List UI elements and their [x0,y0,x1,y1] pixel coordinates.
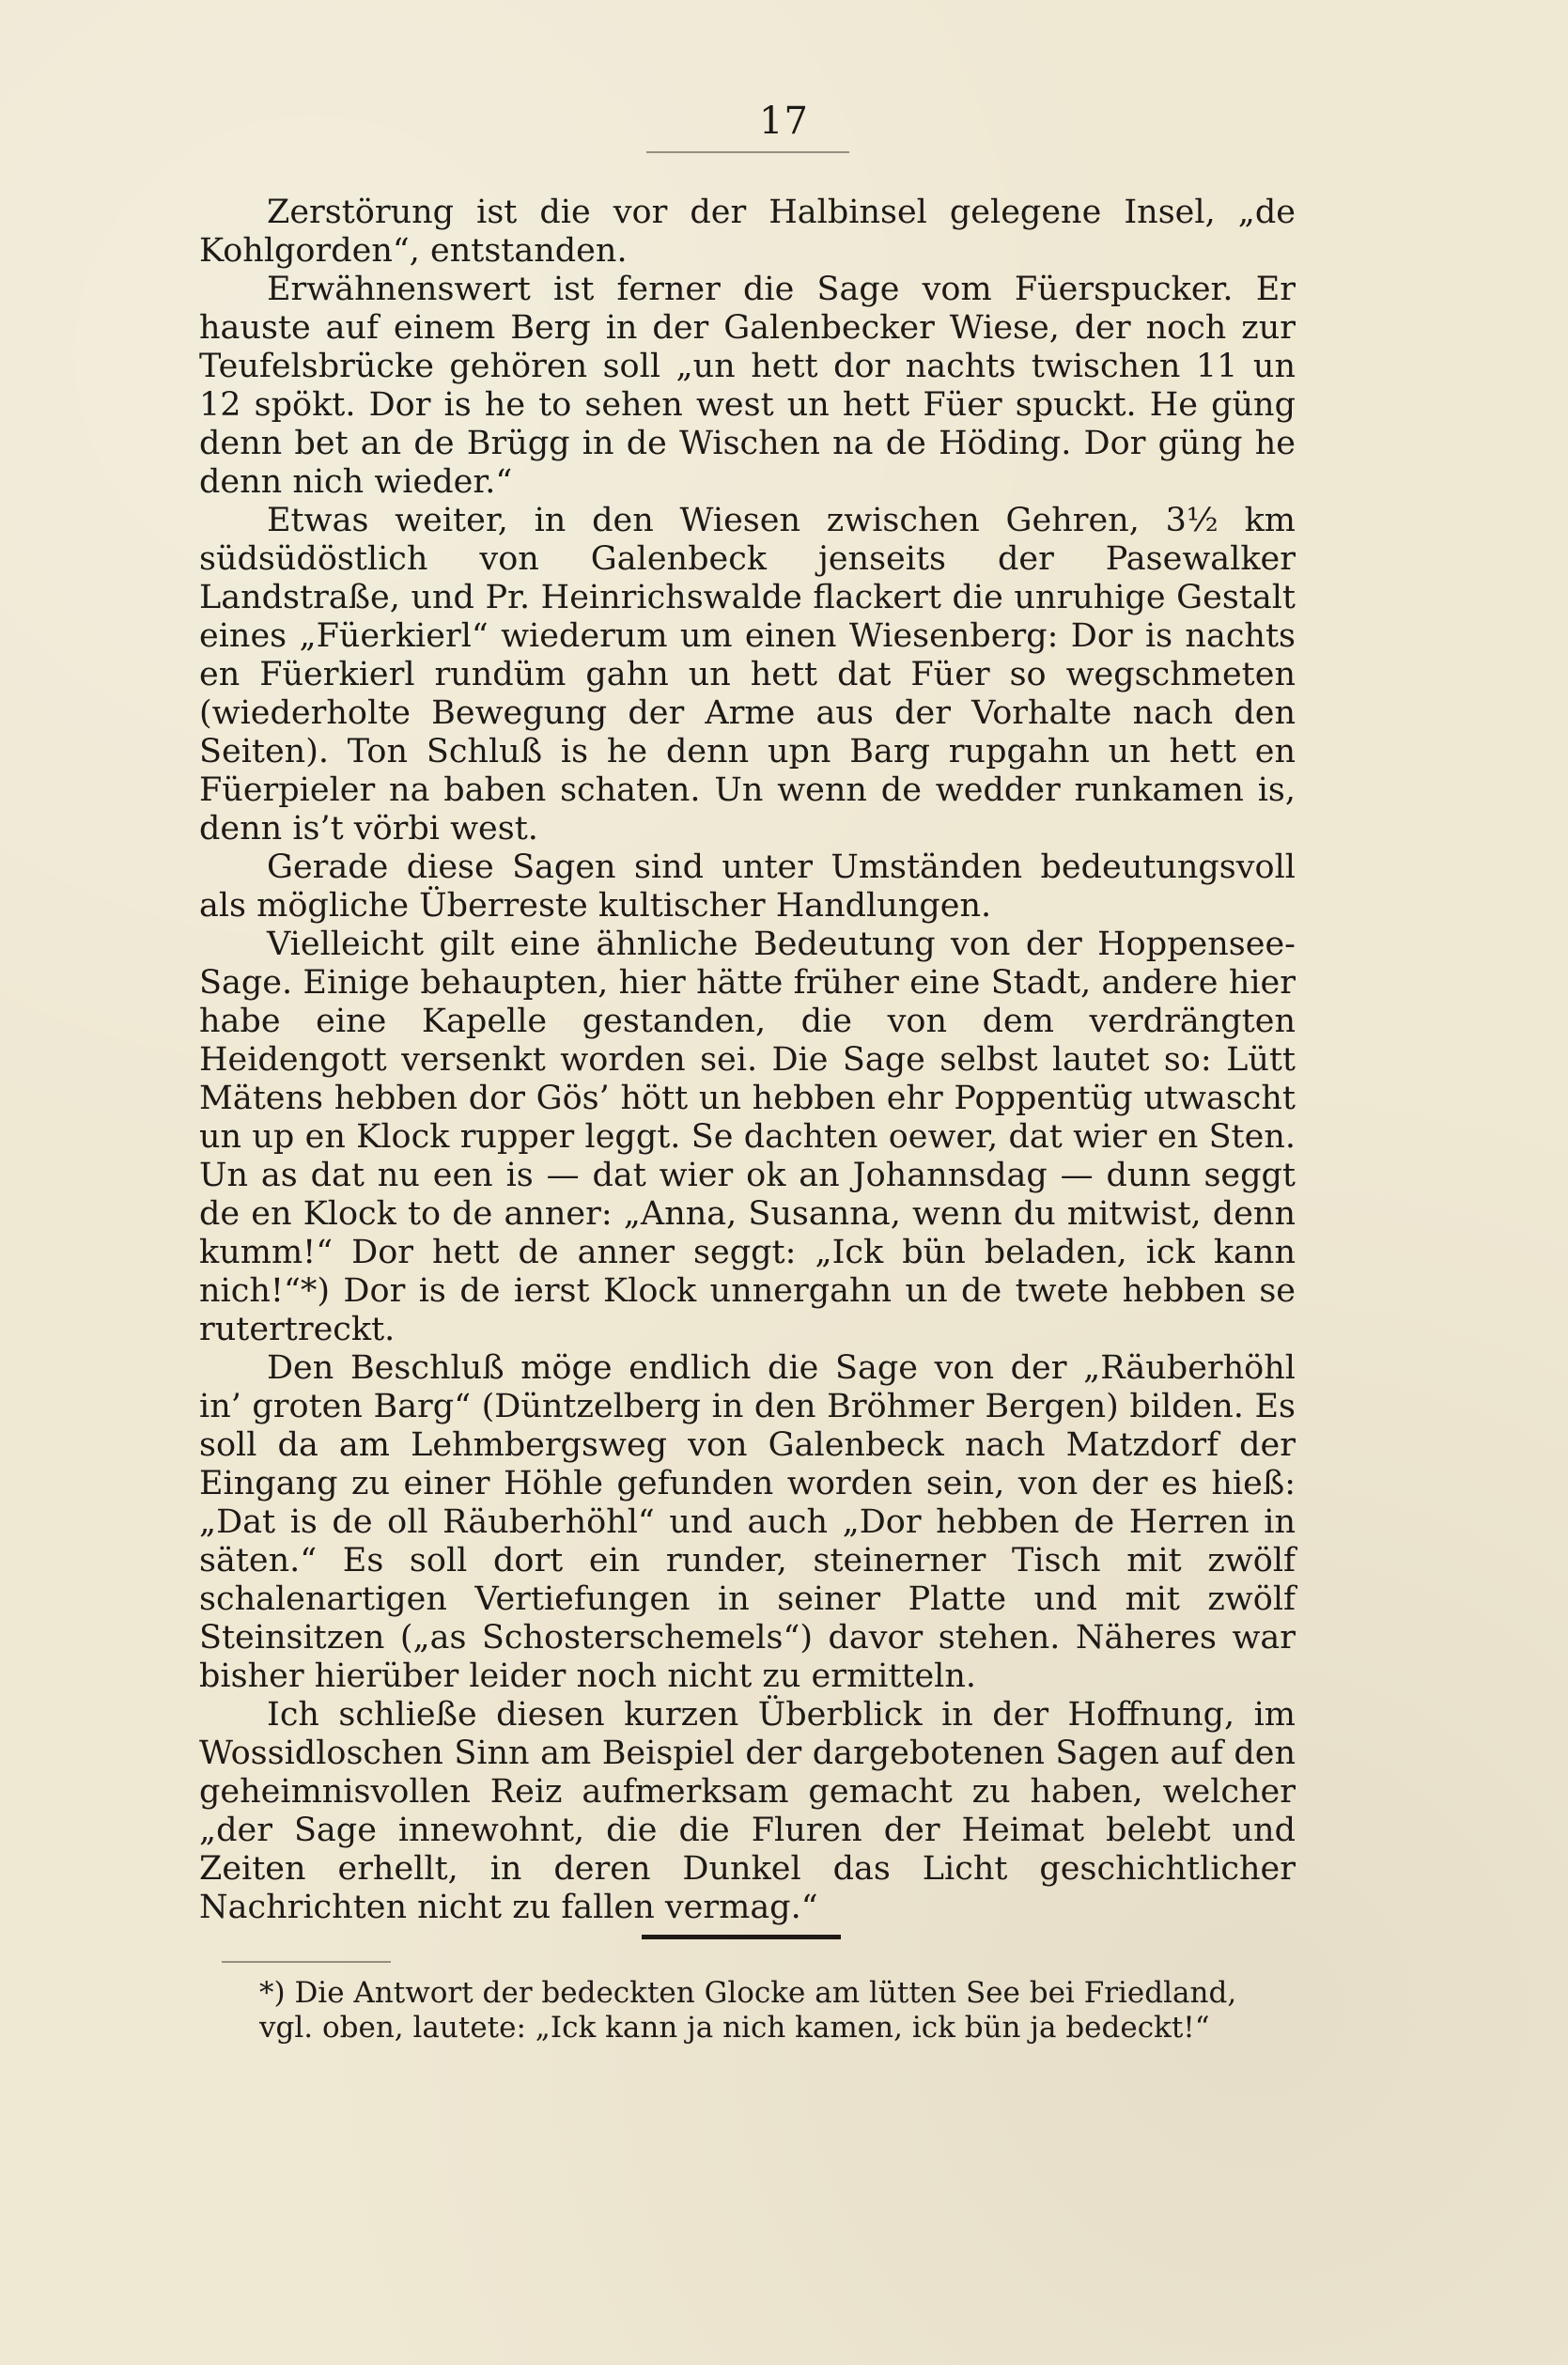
text-end-rule [642,1935,841,1939]
paragraph-3: Etwas weiter, in den Wiesen zwischen Gehren, 3½ km südsüdöstlich von Galenbeck jenseits der Pasewalker Landstraße, und Pr. Heinrichswalde flackert die unruhige Gestalt eines „Füerkierl“ wiederum um einen Wiesenberg: Dor is nachts en Füerkierl rundüm gahn un hett dat Füer so wegschmeten (wiederholte Bewegung der Arme aus der Vorhalte nach den Seiten). Ton Schluß is he denn upn Barg rupgahn un hett en Füerpieler na baben schaten. Un wenn de wedder runkamen is, denn is’t vörbi west. [199,502,1296,848]
paragraph-5: Vielleicht gilt eine ähnliche Bedeutung von der Hoppensee-Sage. Einige behaupten, hier hätte früher eine Stadt, andere hier habe eine Kapelle gestanden, die von dem verdrängten Heidengott versenkt worden sei. Die Sage selbst lautet so: Lütt Mätens hebben dor Gös’ hött un hebben ehr Poppentüg utwascht un up en Klock rupper leggt. Se dachten oewer, dat wier en Sten. Un as dat nu een is — dat wier ok an Johannsdag — dunn seggt de en Klock to de anner: „Anna, Susanna, wenn du mitwist, denn kumm!“ Dor hett de anner seggt: „Ick bün beladen, ick kann nich!“*) Dor is de ierst Klock unnergahn un de twete hebben se rutertreckt. [199,926,1296,1348]
footnote-rule [222,1961,391,1963]
main-text [199,194,1296,1927]
header-rule [646,151,849,153]
paragraph-7: Ich schließe diesen kurzen Überblick in der Hoffnung, im Wossidloschen Sinn am Beispiel der dargebotenen Sagen auf den geheimnisvollen Reiz aufmerksam gemacht zu haben, welcher „der Sage innewohnt, die die Fluren der Heimat belebt und Zeiten erhellt, in deren Dunkel das Licht geschichtlicher Nachrichten nicht zu fallen vermag.“ [199,1696,1296,1926]
footnote [199,1976,1296,2046]
paragraph-2: Erwähnenswert ist ferner die Sage vom Füerspucker. Er hauste auf einem Berg in der Galenbecker Wiese, der noch zur Teufelsbrücke gehören soll „un hett dor nachts twischen 11 un 12 spökt. Dor is he to sehen west un hett Füer spuckt. He güng denn bet an de Brügg in de Wischen na de Höding. Dor güng he denn nich wieder.“ [199,271,1296,501]
footnote-line-1: *) Die Antwort der bedeckten Glocke am lütten See bei Friedland, [259,1976,1237,2010]
paragraph-6: Den Beschluß möge endlich die Sage von der „Räuberhöhl in’ groten Barg“ (Düntzelberg in den Bröhmer Bergen) bilden. Es soll da am Lehmbergsweg von Galenbeck nach Matzdorf der Eingang zu einer Höhle gefunden worden sein, von der es hieß: „Dat is de oll Räuberhöhl“ und auch „Dor hebben de Herren in säten.“ Es soll dort ein runder, steinerner Tisch mit zwölf schalenartigen Vertiefungen in seiner Platte und mit zwölf Steinsitzen („as Schosterschemels“) davor stehen. Näheres war bisher hierüber leider noch nicht zu ermitteln. [199,1349,1296,1695]
page-number: 17 [759,100,809,143]
footnote-line-2: vgl. oben, lautete: „Ick kann ja nich kamen, ick bün ja bedeckt!“ [259,2011,1210,2045]
paragraph-1: Zerstörung ist die vor der Halbinsel gelegene Insel, „de Kohlgorden“, entstanden. [199,194,1296,270]
paragraph-4: Gerade diese Sagen sind unter Umständen bedeutungsvoll als mögliche Überreste kultischer Handlungen. [199,848,1296,925]
